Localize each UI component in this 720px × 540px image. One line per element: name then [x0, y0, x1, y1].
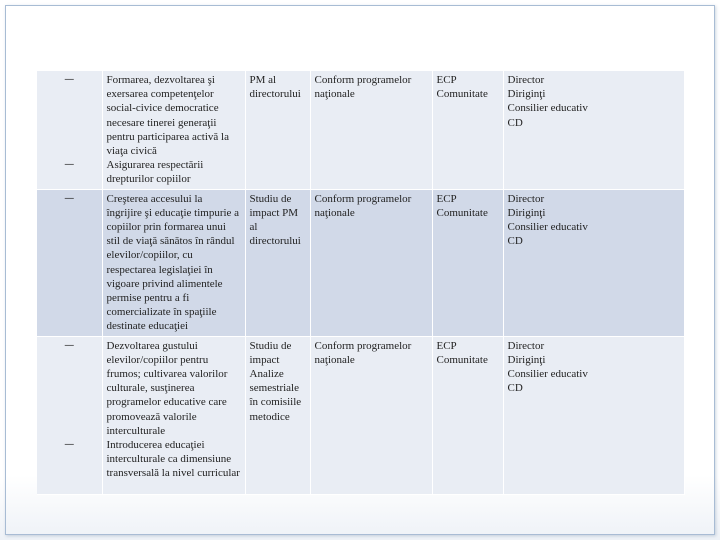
- responsible-item: Diriginţi: [507, 206, 546, 219]
- responsible-item: Diriginţi: [507, 353, 546, 366]
- objective-text: Creşterea accesului la îngrijire şi educaţie timpurie a copiilor prin formarea unui stil de viaţă sănătos în rândul elevilor/copiilor, cu respectarea legislaţiei în vigoare privind alimentele permise pentru a fi comercializate în spaţiile destinate educaţiei: [106, 192, 240, 333]
- objectives-cell: [102, 71, 245, 189]
- bullet-dash: —: [64, 74, 75, 85]
- partners-cell: ECP Comunitate: [432, 189, 503, 336]
- objectives-cell: [102, 189, 245, 336]
- responsible-item: CD: [507, 382, 523, 395]
- responsible-cell: [503, 336, 684, 494]
- bullet-cell: [37, 336, 102, 494]
- objective-text: Formarea, dezvoltarea şi exersarea competenţelor social-civice democratice necesare tinerei generaţii pentru participarea activă la viaţa civică: [106, 74, 229, 158]
- objective-text: Dezvoltarea gustului elevilor/copiilor pentru frumos; cultivarea valorilor culturale, susţinerea programelor educative care promovează valorile interculturale: [106, 339, 228, 437]
- responsible-item: Diriginţi: [507, 88, 546, 101]
- table-row: [37, 336, 684, 494]
- bullet-dash: —: [64, 339, 75, 351]
- bullet-dash: —: [64, 159, 75, 171]
- partners-cell: ECP Comunitate: [432, 336, 503, 494]
- responsible-item: Consilier educativ: [507, 221, 588, 234]
- indicators-cell: Conform programelor naţionale: [310, 71, 432, 189]
- partners-cell: ECP Comunitate: [432, 71, 503, 189]
- indicators-cell: Conform programelor naţionale: [310, 189, 432, 336]
- action-plan-table: [37, 71, 685, 495]
- objective-text: Asigurarea respectării drepturilor copiilor: [106, 159, 204, 186]
- responsible-item: Director: [507, 74, 545, 86]
- responsible-item: CD: [507, 235, 523, 248]
- responsible-item: Consilier educativ: [507, 102, 588, 115]
- responsible-cell: [503, 71, 684, 189]
- table-row: [37, 189, 684, 336]
- indicators-cell: Conform programelor naţionale: [310, 336, 432, 494]
- bullet-cell: [37, 71, 102, 189]
- responsible-item: CD: [507, 116, 523, 129]
- table-row: [37, 71, 684, 189]
- bullet-dash: —: [64, 438, 75, 450]
- objective-text: Introducerea educaţiei interculturale ca dimensiune transversală la nivel curricular: [106, 439, 240, 480]
- resources-cell: Studiu de impact PM al directorului: [245, 189, 310, 336]
- responsible-item: Director: [507, 192, 545, 205]
- bullet-cell: [37, 189, 102, 336]
- resources-cell: PM al directorului: [245, 71, 310, 189]
- responsible-item: Consilier educativ: [507, 368, 588, 381]
- responsible-item: Director: [507, 339, 545, 352]
- bullet-dash: —: [64, 192, 75, 204]
- objectives-cell: [102, 336, 245, 494]
- responsible-cell: [503, 189, 684, 336]
- resources-cell: Studiu de impact Analize semestriale în comisiile metodice: [245, 336, 310, 494]
